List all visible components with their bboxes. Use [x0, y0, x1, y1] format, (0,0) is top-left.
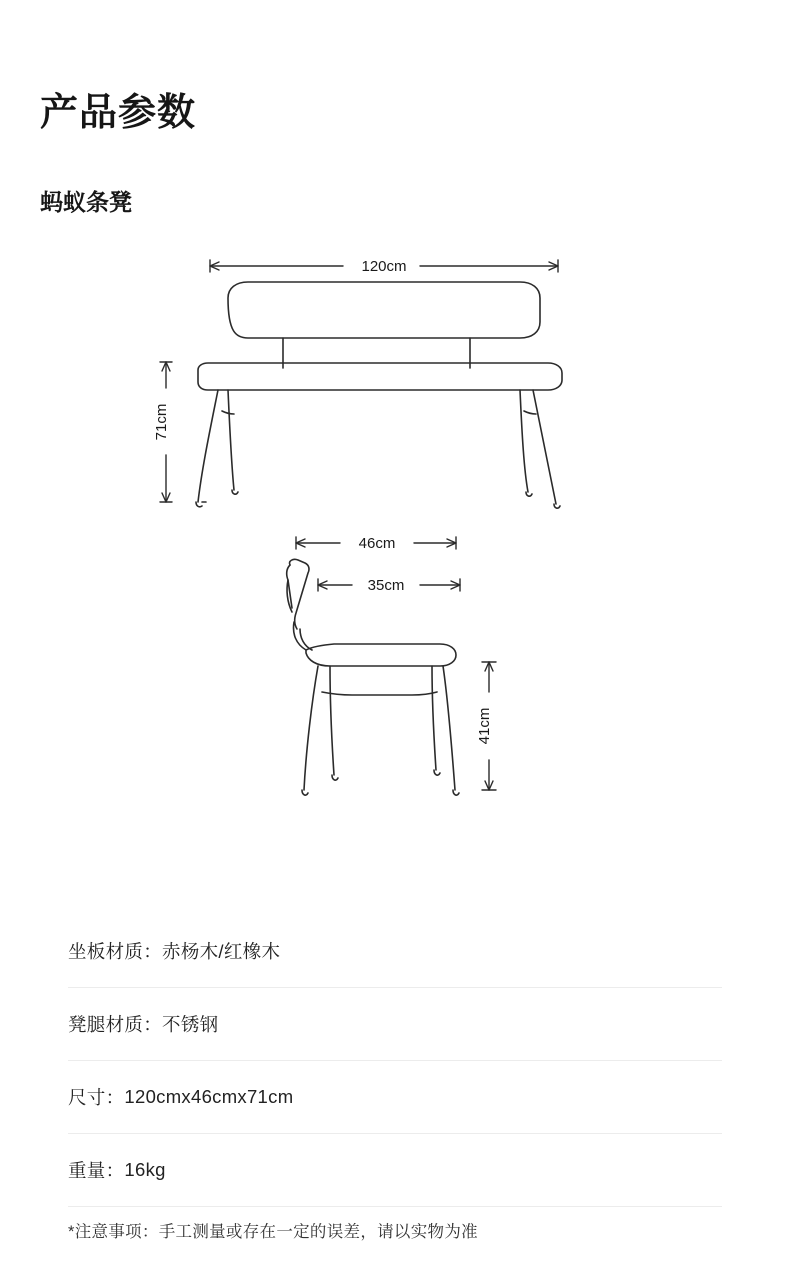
- spec-label: 坐板材质：: [68, 941, 163, 962]
- product-dimension-diagram: [0, 230, 790, 830]
- table-row: [68, 1061, 722, 1134]
- product-name: 蚂蚁条凳: [40, 189, 132, 215]
- side-depth-label: 46cm: [358, 535, 396, 552]
- front-width-label: 120cm: [361, 258, 407, 275]
- spec-label: 凳腿材质：: [68, 1014, 163, 1035]
- page-title: 产品参数: [40, 92, 197, 134]
- spec-value: 16kg: [124, 1159, 166, 1180]
- spec-value: 不锈钢: [162, 1014, 219, 1035]
- side-seat-height-label: 41cm: [476, 707, 493, 745]
- spec-label: 尺寸：: [68, 1087, 125, 1108]
- footnote: *注意事项：手工测量或存在一定的误差，请以实物为准: [68, 1223, 478, 1241]
- spec-label: 重量：: [68, 1160, 125, 1181]
- spec-value: 赤杨木/红橡木: [162, 941, 281, 962]
- front-height-label: 71cm: [153, 403, 170, 441]
- table-row: [68, 915, 722, 988]
- spec-table: [68, 915, 722, 1207]
- side-seat-depth-label: 35cm: [367, 577, 405, 594]
- table-row: [68, 1134, 722, 1207]
- spec-value: 120cmx46cmx71cm: [124, 1086, 294, 1107]
- table-row: [68, 988, 722, 1061]
